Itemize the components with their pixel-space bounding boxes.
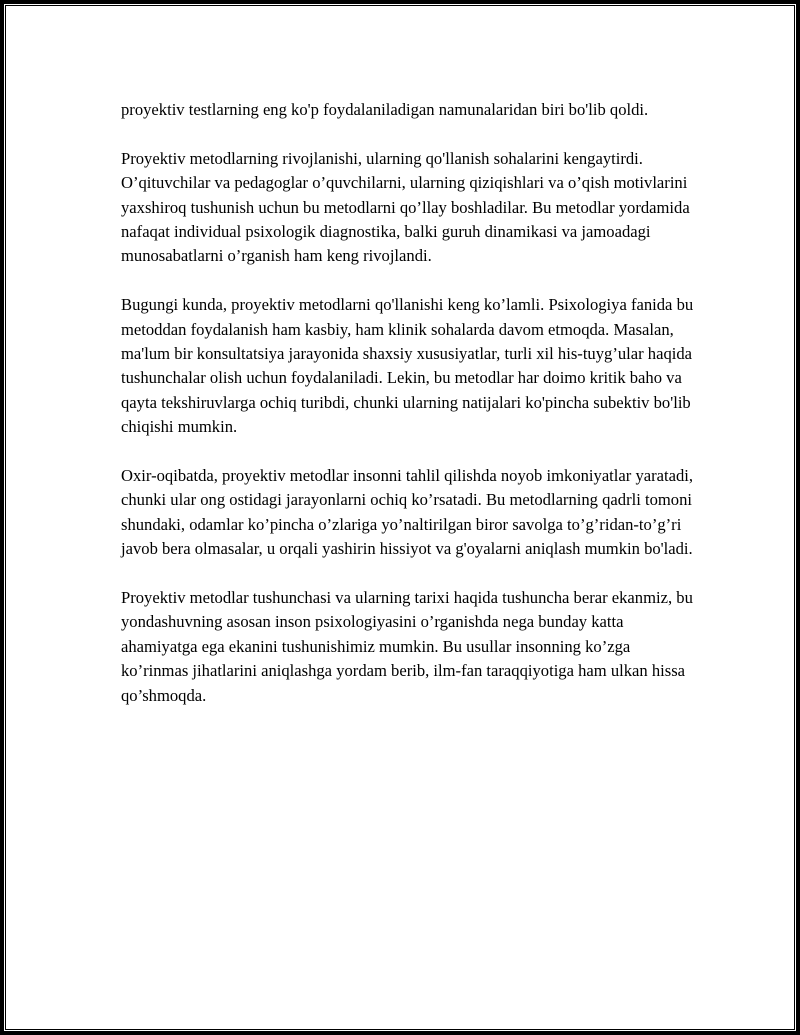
document-body xyxy=(121,98,697,732)
paragraph-1: proyektiv testlarning eng ko'p foydalaniladigan namunalaridan biri bo'lib qoldi. xyxy=(121,100,649,119)
paragraph-5: Proyektiv metodlar tushunchasi va ularning tarixi haqida tushuncha berar ekanmiz, bu yondashuvning asosan inson psixologiyasini o’rganishda nega bunday katta ahamiyatga ega ekanini tushunishimiz mumkin. Bu usullar insonning ko’zga ko’rinmas jihatlarini aniqlashga yordam berib, ilm-fan taraqqiyotiga ham ulkan hissa qo’shmoqda. xyxy=(121,588,693,705)
paragraph-3: Bugungi kunda, proyektiv metodlarni qo'llanishi keng ko’lamli. Psixologiya fanida bu metoddan foydalanish ham kasbiy, ham klinik sohalarda davom etmoqda. Masalan, ma'lum bir konsultatsiya jarayonida shaxsiy xususiyatlar, turli xil his-tuyg’ular haqida tushunchalar olish uchun foydalaniladi. Lekin, bu metodlar har doimo kritik baho va qayta tekshiruvlarga ochiq turibdi, chunki ularning natijalari ko'pincha subektiv bo'lib chiqishi mumkin. xyxy=(121,295,694,437)
paragraph-4: Oxir-oqibatda, proyektiv metodlar insonni tahlil qilishda noyob imkoniyatlar yaratadi, chunki ular ong ostidagi jarayonlarni ochiq ko’rsatadi. Bu metodlarning qadrli tomoni shundaki, odamlar ko’pincha o’zlariga yo’naltirilgan biror savolga to’g’ridan-to’g’ri javob bera olmasalar, u orqali yashirin hissiyot va g'oyalarni aniqlash mumkin bo'ladi. xyxy=(121,466,694,559)
paragraph-2: Proyektiv metodlarning rivojlanishi, ularning qo'llanish sohalarini kengaytirdi. O’qituvchilar va pedagoglar o’quvchilarni, ularning qiziqishlari va o’qish motivlarini yaxshiroq tushunish uchun bu metodlarni qo’llay boshladilar. Bu metodlar yordamida nafaqat individual psixologik diagnostika, balki guruh dinamikasi va jamoadagi munosabatlarni o’rganish ham keng rivojlandi. xyxy=(121,148,690,266)
